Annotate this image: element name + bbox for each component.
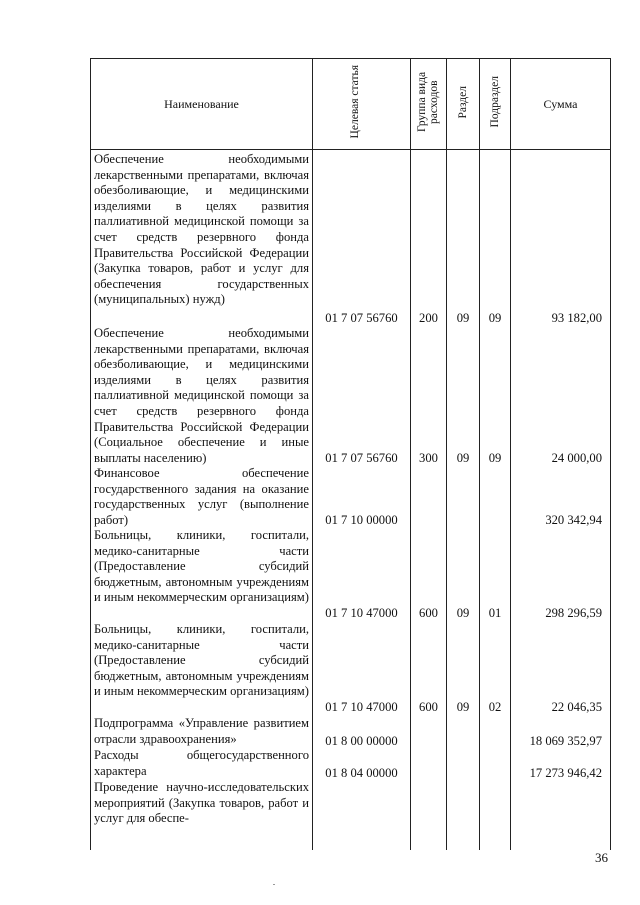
scan-dot <box>273 884 275 885</box>
row-code: 01 7 10 47000 <box>325 700 398 714</box>
row-group: 200 <box>419 311 438 325</box>
row-name: Расходы общегосударственного характера <box>94 748 309 778</box>
header-target-article: Целевая статья <box>348 65 361 139</box>
row-code: 01 7 10 47000 <box>325 606 398 620</box>
row-subsection: 01 <box>488 606 502 620</box>
section-column <box>447 150 480 851</box>
row-sum: 18 069 352,97 <box>529 734 602 748</box>
row-section: 09 <box>456 311 470 325</box>
row-sum: 22 046,35 <box>551 700 602 714</box>
table-header-row <box>91 59 611 150</box>
header-name: Наименование <box>91 59 313 150</box>
row-group: 600 <box>419 606 438 620</box>
names-column <box>91 150 312 828</box>
header-subsection: Подраздел <box>489 76 501 128</box>
row-name: Больницы, клиники, госпитали, медико-санитарные части (Предоставление субсидий бюджетным, автономным учреждениям и иным некоммерческим организациям) <box>94 528 309 605</box>
row-code: 01 8 00 00000 <box>325 734 398 748</box>
page-number: 36 <box>595 850 608 865</box>
row-name: Обеспечение необходимыми лекарственными препаратами, включая обезболивающие, и медицинскими изделиями в целях развития паллиативной медицинской помощи за счет средств резервного фонда Правительства Российской Федерации (Закупка товаров, работ и услуг для обеспечения государственных (муниципальных) нужд) <box>94 152 309 307</box>
row-code: 01 7 10 00000 <box>325 513 398 527</box>
header-section: Раздел <box>457 85 469 119</box>
row-name: Больницы, клиники, госпитали, медико-санитарные части (Предоставление субсидий бюджетным, автономным учреждениям и иным некоммерческим организациям) <box>94 622 309 699</box>
row-name: Проведение научно-исследовательских мероприятий (Закупка товаров, работ и услуг для обеспе- <box>94 780 309 826</box>
subsection-column <box>480 150 511 851</box>
row-section: 09 <box>456 451 470 465</box>
row-sum: 17 273 946,42 <box>529 766 602 780</box>
row-section: 09 <box>456 700 470 714</box>
row-name: Подпрограмма «Управление развитием отрасли здравоохранения» <box>94 716 309 746</box>
header-sum: Сумма <box>511 59 611 150</box>
row-group: 600 <box>419 700 438 714</box>
code-column <box>313 150 411 851</box>
group-column <box>411 150 447 851</box>
header-expense-group: Группа вида расходов <box>415 71 440 133</box>
row-code: 01 8 04 00000 <box>325 766 398 780</box>
row-subsection: 09 <box>488 311 502 325</box>
row-code: 01 7 07 56760 <box>325 451 398 465</box>
row-sum: 298 296,59 <box>545 606 602 620</box>
table-body-row <box>91 150 611 851</box>
row-sum: 93 182,00 <box>551 311 602 325</box>
row-sum: 320 342,94 <box>545 513 602 527</box>
row-subsection: 09 <box>488 451 502 465</box>
row-subsection: 02 <box>488 700 502 714</box>
sum-column <box>511 150 611 851</box>
row-sum: 24 000,00 <box>551 451 602 465</box>
row-name: Обеспечение необходимыми лекарственными препаратами, включая обезболивающие, и медицинскими изделиями в целях развития паллиативной медицинской помощи за счет средств резервного фонда Правительства Российской Федерации (Социальное обеспечение и иные выплаты населению) <box>94 326 309 465</box>
row-code: 01 7 07 56760 <box>325 311 398 325</box>
budget-table <box>90 58 611 850</box>
row-group: 300 <box>419 451 438 465</box>
row-section: 09 <box>456 606 470 620</box>
row-name: Финансовое обеспечение государственного задания на оказание государственных услуг (выполнение работ) <box>94 466 309 527</box>
